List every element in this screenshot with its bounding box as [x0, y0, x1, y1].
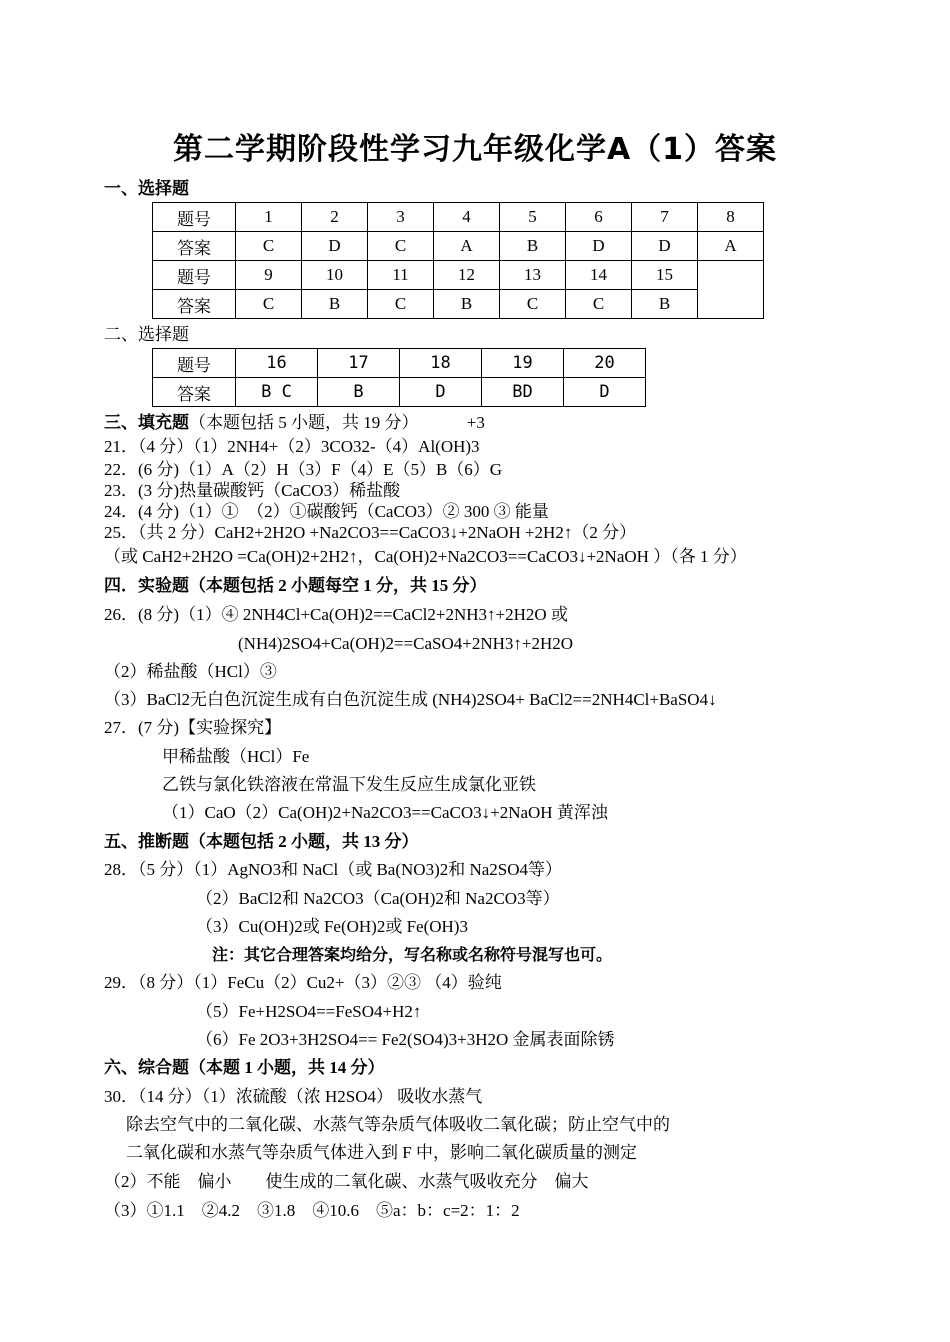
table-cell: 20 — [564, 349, 646, 378]
table-cell: C — [368, 290, 434, 319]
table-row — [153, 290, 764, 319]
table-cell: B — [500, 232, 566, 261]
answer-28-line-3: （3）Cu(OH)2或 Fe(OH)2或 Fe(OH)3 — [196, 917, 468, 936]
table-cell: 6 — [566, 203, 632, 232]
table-cell: A — [698, 232, 764, 261]
section-3-heading: 三、填充题 — [104, 413, 189, 432]
answer-29-line-1: 29．（8 分）（1）FeCu（2）Cu2+（3）②③ （4）验纯 — [104, 973, 502, 992]
table-cell: D — [302, 232, 368, 261]
table-cell: 9 — [236, 261, 302, 290]
answer-30-line-1: 30．（14 分）（1）浓硫酸（浓 H2SO4） 吸收水蒸气 — [104, 1087, 483, 1106]
answer-25-line-2: （或 CaH2+2H2O =Ca(OH)2+2H2↑，Ca(OH)2+Na2CO3==CaCO3↓+2NaOH ）（各 1 分） — [104, 547, 747, 566]
answer-26-line-1: 26．(8 分)（1）④ 2NH4Cl+Ca(OH)2==CaCl2+2NH3↑+2H2O 或 — [104, 605, 568, 624]
table-cell: 18 — [400, 349, 482, 378]
answer-26-line-3: （2）稀盐酸（HCl）③ — [104, 662, 277, 681]
table-cell: 3 — [368, 203, 434, 232]
section-4-heading: 四．实验题（本题包括 2 小题每空 1 分，共 15 分） — [104, 576, 487, 595]
table-cell: 题号 — [153, 261, 236, 290]
table-cell: 13 — [500, 261, 566, 290]
table-cell: 19 — [482, 349, 564, 378]
table-row — [153, 378, 646, 407]
table-cell: 10 — [302, 261, 368, 290]
table-cell: 题号 — [153, 349, 236, 378]
answer-29-line-3: （6）Fe 2O3+3H2SO4== Fe2(SO4)3+3H2O 金属表面除锈 — [196, 1030, 615, 1049]
table-row — [153, 232, 764, 261]
answer-30-line-5: （3）①1.1 ②4.2 ③1.8 ④10.6 ⑤a：b：c=2：1：2 — [104, 1201, 520, 1220]
answer-30-line-3: 二氧化碳和水蒸气等杂质气体进入到 F 中，影响二氧化碳质量的测定 — [126, 1143, 637, 1162]
answer-table-1 — [152, 202, 764, 319]
table-cell: 1 — [236, 203, 302, 232]
answer-27-line-2: 甲稀盐酸（HCl）Fe — [162, 747, 310, 766]
table-cell: 4 — [434, 203, 500, 232]
answer-29-line-2: （5）Fe+H2SO4==FeSO4+H2↑ — [196, 1002, 422, 1021]
table-cell: B C — [236, 378, 318, 407]
answer-21: 21．（4 分）（1）2NH4+（2）3CO32-（4）Al(OH)3 — [104, 437, 480, 456]
table-cell: 8 — [698, 203, 764, 232]
table-cell: 15 — [632, 261, 698, 290]
table-cell: 7 — [632, 203, 698, 232]
table-cell: 12 — [434, 261, 500, 290]
table-cell: 14 — [566, 261, 632, 290]
table-cell: 2 — [302, 203, 368, 232]
table-cell: B — [632, 290, 698, 319]
section-1-heading: 一、选择题 — [104, 179, 189, 198]
table-cell: D — [566, 232, 632, 261]
table-cell: 17 — [318, 349, 400, 378]
section-6-heading: 六、综合题（本题 1 小题，共 14 分） — [104, 1058, 385, 1077]
table-cell: 5 — [500, 203, 566, 232]
section-3-note: （本题包括 5 小题，共 19 分） — [189, 413, 419, 432]
table-cell: 题号 — [153, 203, 236, 232]
table-cell: D — [400, 378, 482, 407]
table-cell: 答案 — [153, 290, 236, 319]
table-cell: BD — [482, 378, 564, 407]
table-cell: B — [302, 290, 368, 319]
answer-22: 22．(6 分)（1）A（2）H（3）F（4）E（5）B（6）G — [104, 460, 503, 479]
answer-23: 23．(3 分)热量碳酸钙（CaCO3）稀盐酸 — [104, 481, 401, 500]
table-row — [153, 349, 646, 378]
table-cell: 答案 — [153, 232, 236, 261]
answer-table-2 — [152, 348, 646, 407]
answer-27-line-3: 乙铁与氯化铁溶液在常温下发生反应生成氯化亚铁 — [162, 775, 536, 794]
section-5-heading: 五、推断题（本题包括 2 小题，共 13 分） — [104, 832, 419, 851]
table-cell: B — [318, 378, 400, 407]
answer-26-line-2: (NH4)2SO4+Ca(OH)2==CaSO4+2NH3↑+2H2O — [238, 634, 574, 653]
table-row — [153, 203, 764, 232]
table-cell: 11 — [368, 261, 434, 290]
table-cell: C — [236, 232, 302, 261]
extra-mark: +3 — [466, 413, 485, 432]
answer-27-line-4: （1）CaO（2）Ca(OH)2+Na2CO3==CaCO3↓+2NaOH 黄浑浊 — [162, 803, 608, 822]
answer-27-line-1: 27．(7 分)【实验探究】 — [104, 718, 282, 737]
table-cell: D — [564, 378, 646, 407]
table-row — [153, 261, 764, 290]
answer-28-line-1: 28．（5 分）（1）AgNO3和 NaCl（或 Ba(NO3)2和 Na2SO4等） — [104, 860, 563, 879]
answer-30-line-4: （2）不能 偏小 使生成的二氧化碳、水蒸气吸收充分 偏大 — [104, 1172, 589, 1191]
table-cell: D — [632, 232, 698, 261]
table-cell: 答案 — [153, 378, 236, 407]
table-cell: B — [434, 290, 500, 319]
section-3-heading-line — [104, 412, 485, 434]
answer-25-line-1: 25．（共 2 分）CaH2+2H2O +Na2CO3==CaCO3↓+2NaOH +2H2↑（2 分） — [104, 523, 637, 542]
answer-26-line-4: （3）BaCl2无白色沉淀生成有白色沉淀生成 (NH4)2SO4+ BaCl2==2NH4Cl+BaSO4↓ — [104, 690, 717, 709]
page-title: 第二学期阶段性学习九年级化学A（1）答案 — [172, 132, 778, 167]
table-cell: A — [434, 232, 500, 261]
table-cell: C — [236, 290, 302, 319]
answer-30-line-2: 除去空气中的二氧化碳、水蒸气等杂质气体吸收二氧化碳；防止空气中的 — [126, 1115, 670, 1134]
table-cell-empty — [698, 261, 764, 319]
answer-24: 24．(4 分)（1）① （2）①碳酸钙（CaCO3）② 300 ③ 能量 — [104, 502, 549, 521]
table-cell: C — [500, 290, 566, 319]
table-cell: C — [368, 232, 434, 261]
scoring-note: 注：其它合理答案均给分，写名称或名称符号混写也可。 — [212, 945, 613, 964]
section-2-heading: 二、选择题 — [104, 325, 189, 344]
table-cell: C — [566, 290, 632, 319]
table-cell: 16 — [236, 349, 318, 378]
answer-28-line-2: （2）BaCl2和 Na2CO3（Ca(OH)2和 Na2CO3等） — [196, 889, 560, 908]
